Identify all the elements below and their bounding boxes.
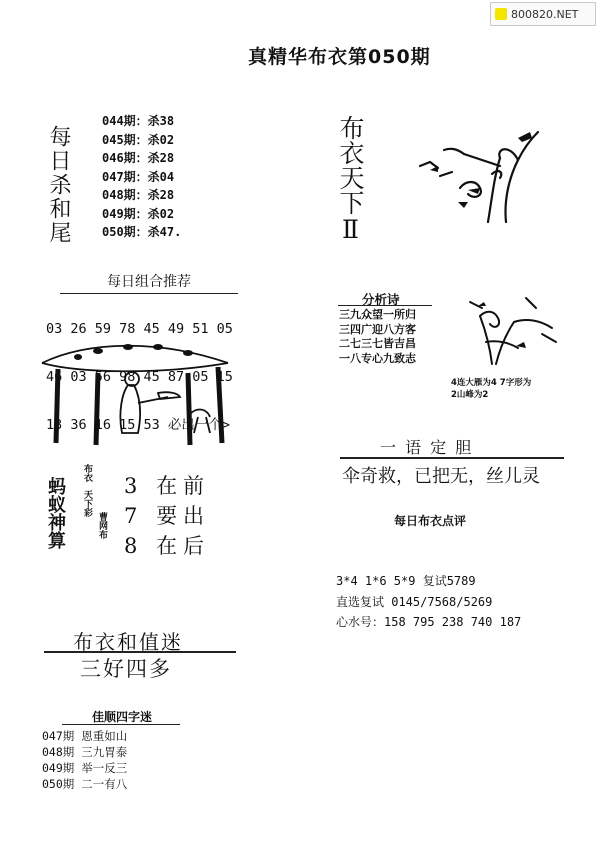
site-watermark	[490, 2, 596, 26]
daily-kill-item: 044期：杀38	[102, 114, 175, 128]
daily-combo-title: 每日组合推荐	[60, 271, 238, 294]
four-char-divider	[62, 724, 180, 725]
analysis-lines	[339, 308, 416, 366]
four-char-item: 047期 恩重如山	[42, 729, 128, 743]
daily-kill-item: 048期：杀28	[102, 188, 175, 202]
bird-sketch-illustration	[400, 118, 555, 228]
ant-row: 7 要出	[124, 504, 211, 528]
logo-icon	[495, 8, 507, 20]
ant-calc-label: 蚂蚁神算	[45, 477, 66, 549]
daily-combo-row: 03 26 59 78 45 49 51 05	[46, 321, 233, 337]
daily-kill-list	[102, 112, 181, 242]
daily-kill-item: 046期：杀28	[102, 151, 175, 165]
buyi-tianxia-label: 布衣天下Ⅱ	[336, 115, 365, 244]
ant-row: 3 在前	[124, 474, 211, 498]
daily-comment-line-3: 心水号：158 795 238 740 187	[336, 615, 522, 629]
analysis-line: 三九众望一所归	[339, 308, 416, 321]
value-riddle-subtitle: 三好四多	[80, 657, 172, 681]
four-char-list	[42, 728, 127, 792]
one-word-divider	[340, 457, 564, 459]
analysis-line: 二七三七皆吉昌	[339, 337, 416, 350]
ant-rows	[124, 470, 210, 560]
analysis-divider	[338, 305, 432, 306]
analysis-title: 分析诗	[362, 292, 400, 307]
daily-comment-line-1: 3*4 1*6 5*9 复试5789	[336, 574, 476, 588]
analysis-note-2: 2山峰为2	[451, 390, 489, 400]
four-char-item: 049期 举一反三	[42, 761, 128, 775]
daily-combo-row: 46 03 56 98 45 87 05 15	[46, 369, 233, 385]
ant-row: 8 在后	[124, 534, 211, 558]
analysis-line: 一八专心九致志	[339, 351, 416, 365]
four-char-item: 048期 三九胃泰	[42, 745, 128, 759]
daily-combo-row: 13 36 16 15 53 必出一个>	[46, 417, 231, 433]
four-char-item: 050期 二一有八	[42, 777, 128, 791]
daily-comment-line-2: 直选复试 0145/7568/5269	[336, 595, 493, 609]
watermark-text: 800820.NET	[511, 7, 579, 21]
one-word-text: 伞奇救，已把无，丝儿灵	[342, 466, 540, 487]
four-char-title: 佳顺四字迷	[92, 710, 153, 724]
daily-kill-item: 050期：杀47.	[102, 225, 182, 239]
one-word-title: 一 语 定 胆	[380, 438, 474, 457]
ant-col1b-label: 天下彩	[82, 490, 92, 517]
ant-col2-label: 曹网布	[97, 512, 107, 539]
daily-kill-item: 047期：杀04	[102, 169, 175, 184]
daily-kill-label: 每日杀和尾	[46, 125, 71, 245]
value-riddle-title: 布衣和值迷	[73, 630, 183, 654]
tent-person-illustration	[38, 333, 250, 453]
page-title: 真精华布衣第050期	[248, 46, 431, 68]
daily-kill-item: 049期：杀02	[102, 206, 175, 221]
daily-kill-item: 045期：杀02	[102, 132, 175, 147]
daily-comment-title: 每日布衣点评	[394, 514, 467, 528]
analysis-note-1: 4连大雁为4 7字形为	[451, 378, 532, 388]
bird-branch-illustration	[456, 292, 566, 372]
ant-col1-label: 布衣	[82, 464, 92, 482]
analysis-line: 三四广迎八方客	[339, 322, 416, 336]
